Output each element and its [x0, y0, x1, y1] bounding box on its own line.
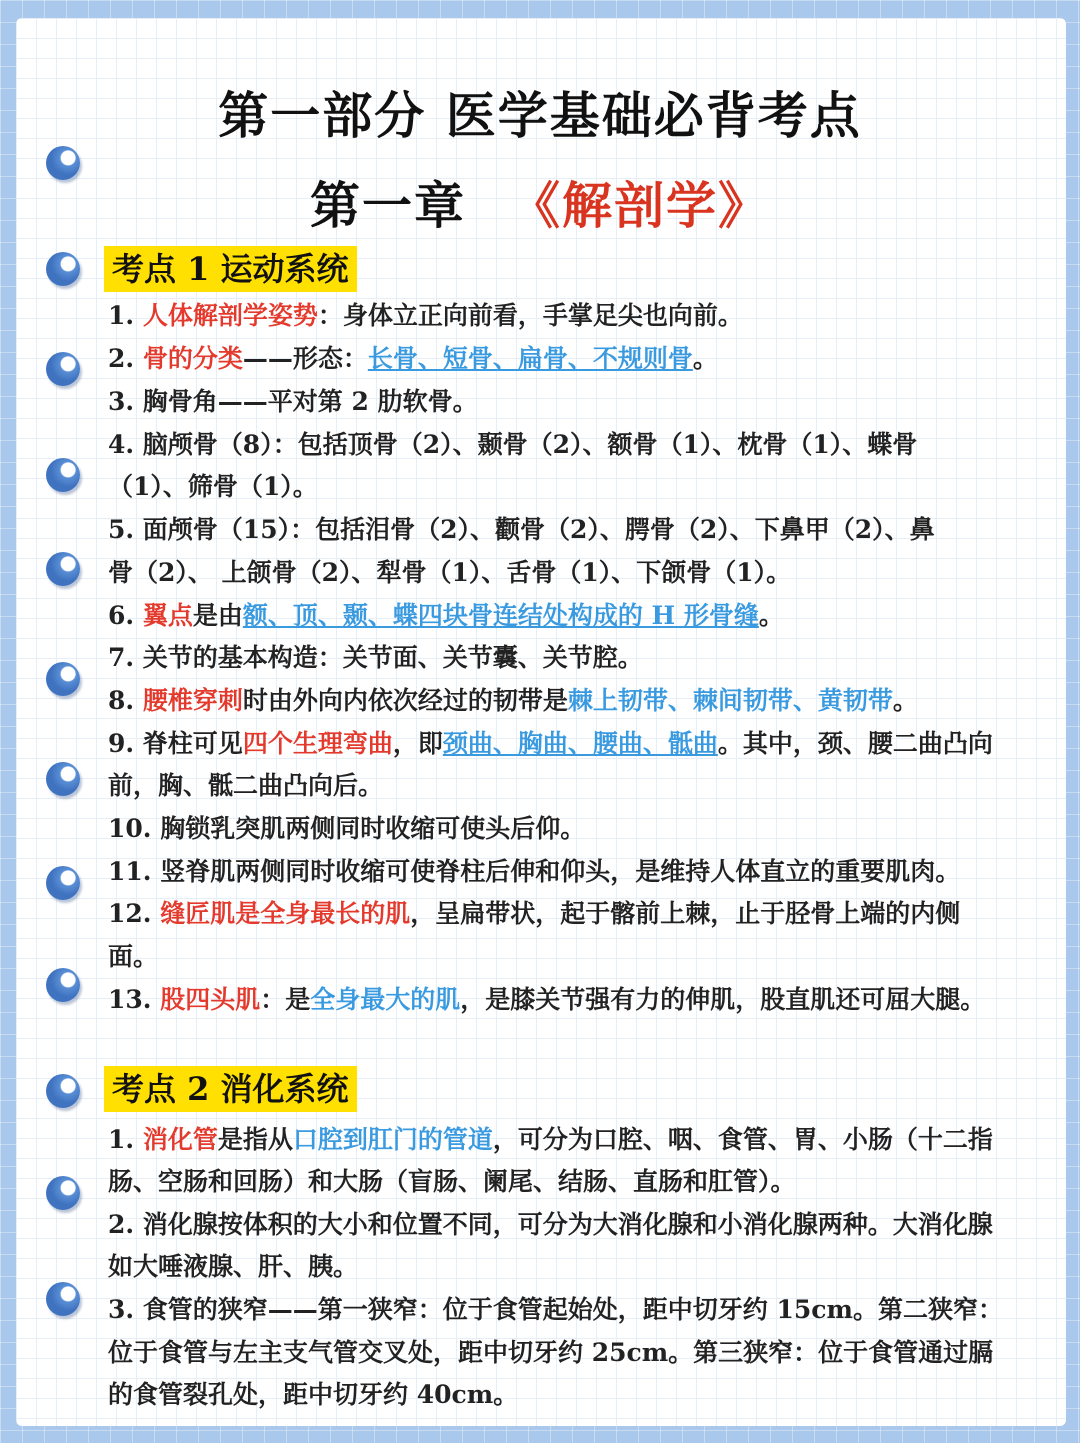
- binder-ring-icon: [46, 762, 80, 796]
- binder-ring-icon: [46, 1282, 80, 1316]
- chapter-label: 第一章: [310, 176, 466, 235]
- list-item-continued: （1）、筛骨（1）。: [108, 472, 318, 501]
- list-item: 12. 缝匠肌是全身最长的肌，呈扁带状，起于髂前上棘，止于胫骨上端的内侧: [108, 899, 961, 928]
- list-item: 3. 胸骨角——平对第 2 肋软骨。: [108, 387, 478, 416]
- list-item-continued: 如大唾液腺、肝、胰。: [108, 1252, 359, 1281]
- list-item: 2. 骨的分类——形态：长骨、短骨、扁骨、不规则骨。: [108, 344, 718, 373]
- binder-ring-icon: [46, 458, 80, 492]
- binder-ring-icon: [46, 1074, 80, 1108]
- list-item: 5. 面颅骨（15）：包括泪骨（2）、颧骨（2）、腭骨（2）、下鼻甲（2）、鼻: [108, 515, 935, 544]
- binder-ring-icon: [46, 352, 80, 386]
- list-item-continued: 前，胸、骶二曲凸向后。: [108, 771, 384, 800]
- list-item: 6. 翼点是由额、顶、颞、蝶四块骨连结处构成的 H 形骨缝。: [108, 601, 784, 630]
- list-item-continued: 的食管裂孔处，距中切牙约 40cm。: [108, 1380, 519, 1409]
- list-item: 9. 脊柱可见四个生理弯曲，即颈曲、胸曲、腰曲、骶曲。其中，颈、腰二曲凸向: [108, 729, 993, 758]
- list-item: 10. 胸锁乳突肌两侧同时收缩可使头后仰。: [108, 814, 586, 843]
- list-item: 3. 食管的狭窄——第一狭窄：位于食管起始处，距中切牙约 15cm。第二狭窄：: [108, 1295, 1003, 1324]
- list-item: 2. 消化腺按体积的大小和位置不同，可分为大消化腺和小消化腺两种。大消化腺: [108, 1210, 993, 1239]
- binder-ring-icon: [46, 252, 80, 286]
- binder-ring-icon: [46, 552, 80, 586]
- list-item: 11. 竖脊肌两侧同时收缩可使脊柱后伸和仰头，是维持人体直立的重要肌肉。: [108, 857, 961, 886]
- list-item: 7. 关节的基本构造：关节面、关节囊、关节腔。: [108, 643, 643, 672]
- binder-ring-icon: [46, 662, 80, 696]
- list-item-continued: 肠、空肠和回肠）和大肠（盲肠、阑尾、结肠、直肠和肛管）。: [108, 1167, 796, 1196]
- list-item-continued: 骨（2）、 上颌骨（2）、犁骨（1）、舌骨（1）、下颌骨（1）。: [108, 558, 792, 587]
- binder-ring-icon: [46, 1176, 80, 1210]
- list-item-continued: 位于食管与左主支气管交叉处，距中切牙约 25cm。第三狭窄：位于食管通过膈: [108, 1338, 994, 1367]
- list-item: 1. 消化管是指从口腔到肛门的管道，可分为口腔、咽、食管、胃、小肠（十二指: [108, 1125, 993, 1154]
- page-title: 第一部分 医学基础必背考点: [218, 86, 862, 145]
- list-item: 13. 股四头肌：是全身最大的肌，是膝关节强有力的伸肌，股直肌还可屈大腿。: [108, 985, 986, 1014]
- section-heading-digestive-system: 考点 2 消化系统: [104, 1066, 357, 1112]
- binder-ring-icon: [46, 866, 80, 900]
- book-title: 《解剖学》: [510, 176, 770, 235]
- binder-ring-icon: [46, 968, 80, 1002]
- list-item: 8. 腰椎穿刺时由外向内依次经过的韧带是棘上韧带、棘间韧带、黄韧带。: [108, 686, 918, 715]
- list-item: 1. 人体解剖学姿势：身体立正向前看，手掌足尖也向前。: [108, 301, 743, 330]
- list-item: 4. 脑颅骨（8）：包括顶骨（2）、颞骨（2）、额骨（1）、枕骨（1）、蝶骨: [108, 430, 918, 459]
- section-heading-motor-system: 考点 1 运动系统: [104, 246, 357, 292]
- chapter-title: [0, 166, 1080, 238]
- list-item-continued: 面。: [108, 942, 159, 971]
